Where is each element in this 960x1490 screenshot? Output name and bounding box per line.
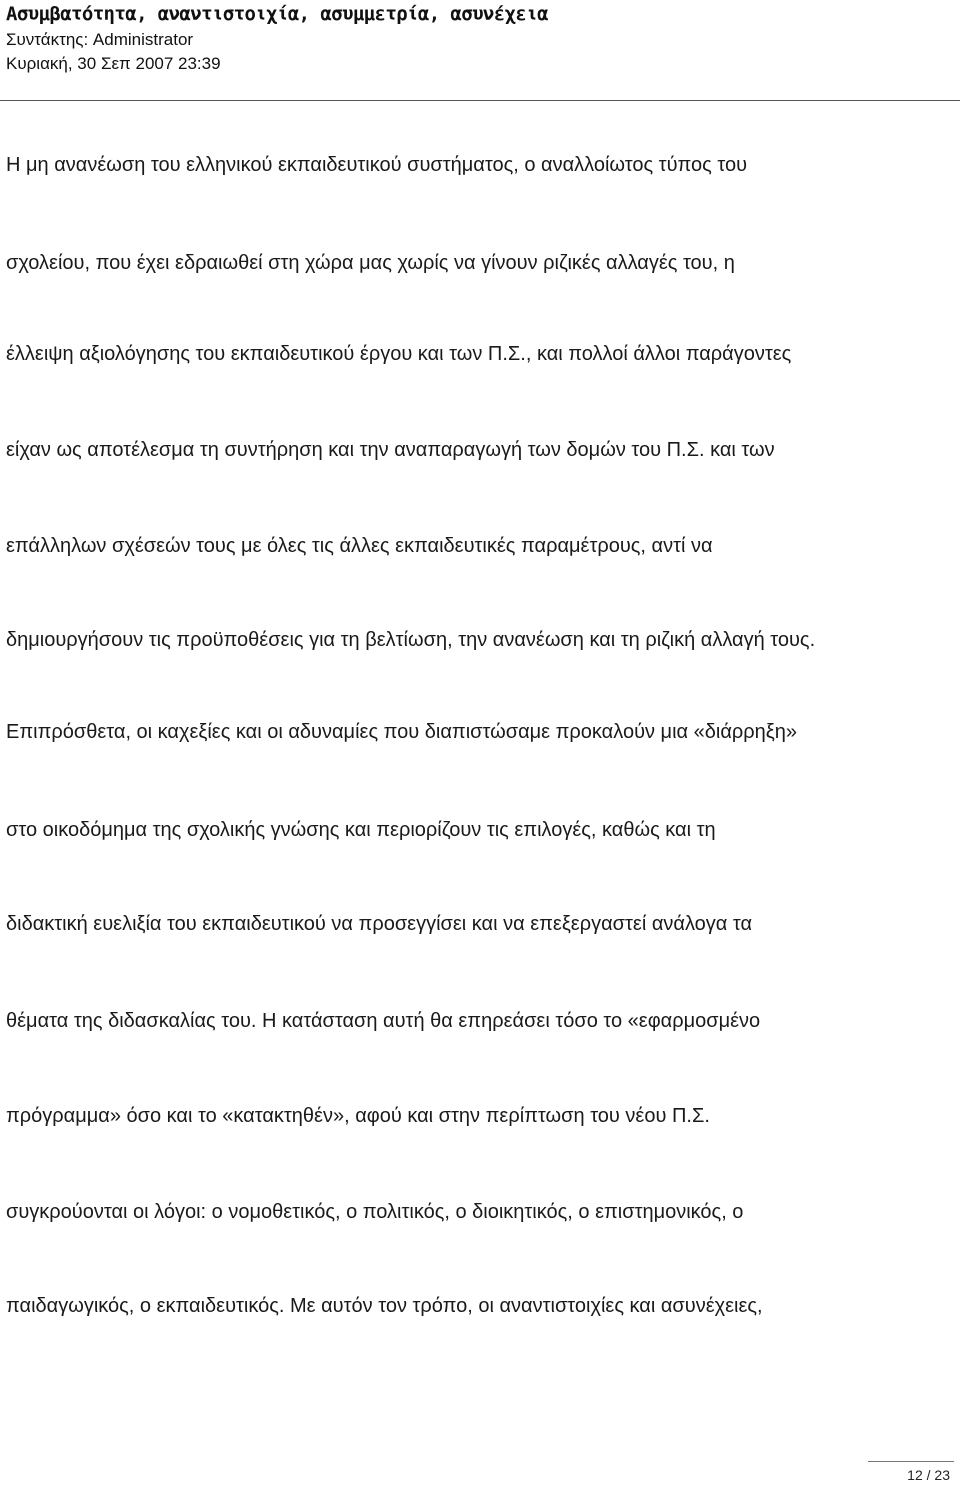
header-divider bbox=[0, 100, 960, 101]
body-line: έλλειψη αξιολόγησης του εκπαιδευτικού έργου και των Π.Σ., και πολλοί άλλοι παράγοντες bbox=[6, 343, 792, 365]
page-number: 12 / 23 bbox=[907, 1467, 950, 1483]
body-line: στο οικοδόμημα της σχολικής γνώσης και περιορίζουν τις επιλογές, καθώς και τη bbox=[6, 819, 716, 841]
body-line: Η μη ανανέωση του ελληνικού εκπαιδευτικού συστήματος, ο αναλλοίωτος τύπος του bbox=[6, 154, 748, 176]
article-author: Συντάκτης: Administrator bbox=[6, 30, 194, 49]
body-line: διδακτική ευελιξία του εκπαιδευτικού να προσεγγίσει και να επεξεργαστεί ανάλογα τα bbox=[6, 913, 753, 935]
article-header bbox=[6, 0, 954, 76]
footer-divider bbox=[868, 1461, 954, 1462]
body-line: θέματα της διδασκαλίας του. Η κατάσταση αυτή θα επηρεάσει τόσο το «εφαρμοσμένο bbox=[6, 1010, 761, 1032]
article-date: Κυριακή, 30 Σεπ 2007 23:39 bbox=[6, 54, 221, 73]
body-line: είχαν ως αποτέλεσμα τη συντήρηση και την αναπαραγωγή των δομών του Π.Σ. και των bbox=[6, 439, 775, 461]
body-line: επάλληλων σχέσεών τους με όλες τις άλλες εκπαιδευτικές παραμέτρους, αντί να bbox=[6, 535, 713, 557]
article-title: Ασυμβατότητα, αναντιστοιχία, ασυμμετρία, ασυνέχεια bbox=[6, 3, 548, 25]
body-line: Επιπρόσθετα, οι καχεξίες και οι αδυναμίες που διαπιστώσαμε προκαλούν μια «διάρρηξη» bbox=[6, 721, 797, 743]
body-line: σχολείου, που έχει εδραιωθεί στη χώρα μας χωρίς να γίνουν ριζικές αλλαγές του, η bbox=[6, 252, 735, 274]
body-line: παιδαγωγικός, ο εκπαιδευτικός. Με αυτόν τον τρόπο, οι αναντιστοιχίες και ασυνέχειες, bbox=[6, 1295, 763, 1317]
body-line: πρόγραμμα» όσο και το «κατακτηθέν», αφού και στην περίπτωση του νέου Π.Σ. bbox=[6, 1105, 710, 1127]
body-line: συγκρούονται οι λόγοι: ο νομοθετικός, ο πολιτικός, ο διοικητικός, ο επιστημονικός, ο bbox=[6, 1201, 744, 1223]
body-line: δημιουργήσουν τις προϋποθέσεις για τη βελτίωση, την ανανέωση και τη ριζική αλλαγή τους. bbox=[6, 629, 816, 651]
